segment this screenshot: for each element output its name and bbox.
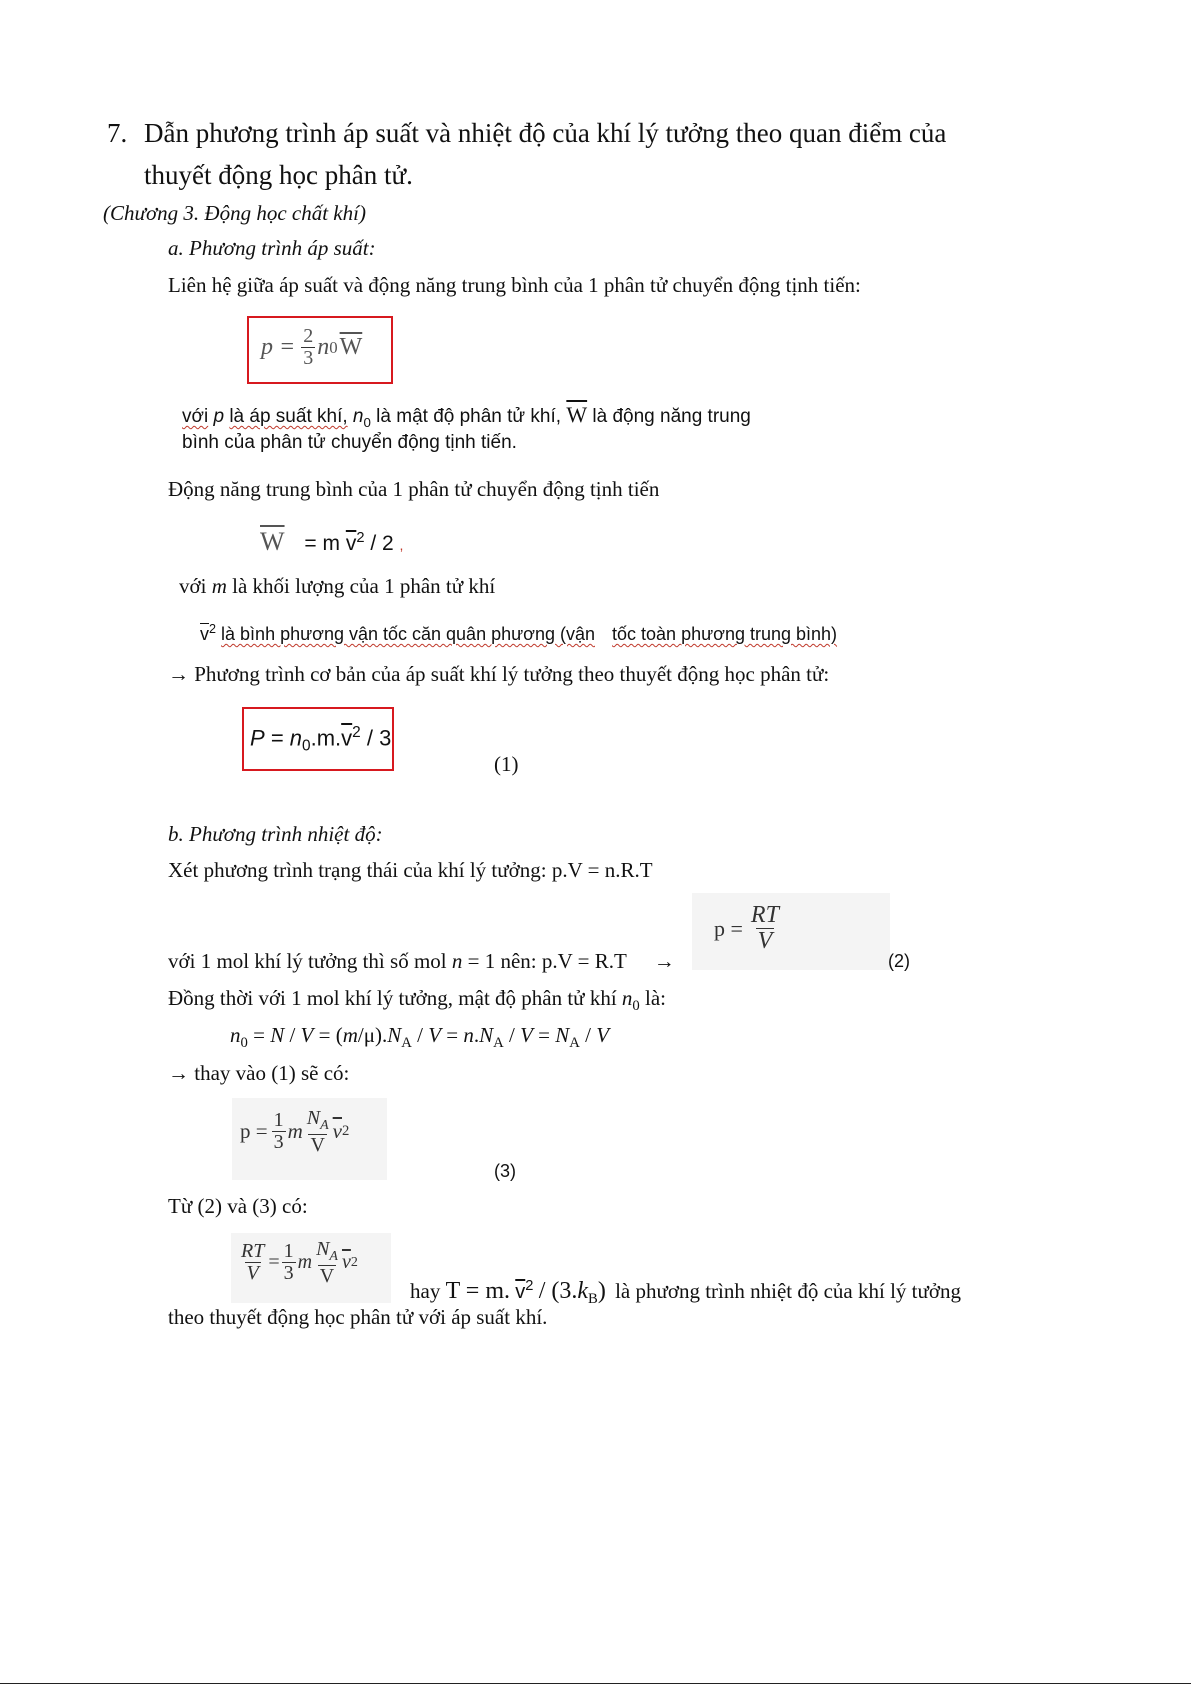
- equation-2-image: p = $\frac{RT}{V}$: [692, 893, 890, 970]
- section-a-title: a. Phương trình áp suất:: [168, 236, 376, 260]
- equation-label-1: (1): [494, 752, 519, 776]
- kinetic-energy-equation: $\overline{W} = m$ $\overline{v}^2 / 2$ ,: [260, 527, 404, 556]
- section-b-title: b. Phương trình nhiệt độ:: [168, 822, 383, 846]
- formula-p-lhs: p =: [261, 334, 296, 360]
- state-equation-text: Xét phương trình trạng thái của khí lý tưởng: p.V = n.R.T: [168, 858, 653, 882]
- rms-velocity-note: $\overline{v}^2$ là bình phương vận tốc căn quân phương (vận tốc toàn phương trung bình): [200, 622, 838, 644]
- heading-number: 7.: [107, 118, 128, 148]
- formula-fraction-numerator: 2: [303, 325, 314, 347]
- note-line-1: với p là áp suất khí, $n_0$ là mật độ phân tử khí, $\overline{W}$ là động năng trung: [182, 402, 751, 430]
- temperature-conclusion-line-2: theo thuyết động học phân tử với áp suất khí.: [168, 1305, 548, 1329]
- pressure-kinetic-formula-box: [247, 316, 393, 384]
- substitute-text: → thay vào (1) sẽ có:: [168, 1061, 350, 1085]
- heading-line-1: Dẫn phương trình áp suất và nhiệt độ của khí lý tưởng theo quan điểm của: [144, 118, 947, 148]
- heading-line-2: thuyết động học phân tử.: [144, 160, 413, 190]
- density-text: Đồng thời với 1 mol khí lý tưởng, mật độ phân tử khí $n_0$ là:: [168, 986, 666, 1015]
- mass-definition: với m là khối lượng của 1 phân tử khí: [179, 574, 496, 598]
- density-formula: $n_0 = N / V = (m/\mu).N_A / V = n.N_A / V = N_A / V$: [230, 1023, 610, 1052]
- fundamental-pressure-formula-box: $P = n_0.m.\overline{v}^2 / 3$: [242, 707, 394, 771]
- temperature-conclusion-line: hay T = m. $\overline{v}^2 / (3.k_B)$ là phương trình nhiệt độ của khí lý tưởng: [410, 1278, 961, 1308]
- equation-4-image: $\frac{RT}{V}$ = $\frac{1}{3}$ m $\frac{N_A}{V}$ $\overline{v}$ 2: [231, 1233, 391, 1303]
- note-line-2: bình của phân tử chuyển động tịnh tiến.: [182, 432, 517, 453]
- formula-n-sub: 0: [329, 337, 338, 357]
- equation-label-2: (2): [888, 951, 910, 971]
- page-bottom-border: [0, 1683, 1191, 1684]
- formula-n: n: [317, 334, 330, 360]
- kinetic-energy-text: Động năng trung bình của 1 phân tử chuyển động tịnh tiến: [168, 477, 660, 501]
- equation-label-3: (3): [494, 1161, 516, 1181]
- chapter-reference: (Chương 3. Động học chất khí): [103, 201, 366, 225]
- one-mol-text: với 1 mol khí lý tưởng thì số mol n = 1 nên: p.V = R.T →: [168, 949, 675, 973]
- formula-w-bar: $\overline{W}$: [339, 334, 363, 360]
- equation-3-image: p = $\frac{1}{3}$ m $\frac{N_A}{V}$ $\overline{v}$ 2: [232, 1098, 387, 1180]
- formula-fraction-denominator: 3: [303, 347, 314, 369]
- fundamental-pressure-text: → Phương trình cơ bản của áp suất khí lý tưởng theo thuyết động học phân tử:: [168, 662, 830, 686]
- section-a-intro: Liên hệ giữa áp suất và động năng trung bình của 1 phân tử chuyển động tịnh tiến:: [168, 273, 861, 297]
- from-2-and-3-text: Từ (2) và (3) có:: [168, 1194, 308, 1218]
